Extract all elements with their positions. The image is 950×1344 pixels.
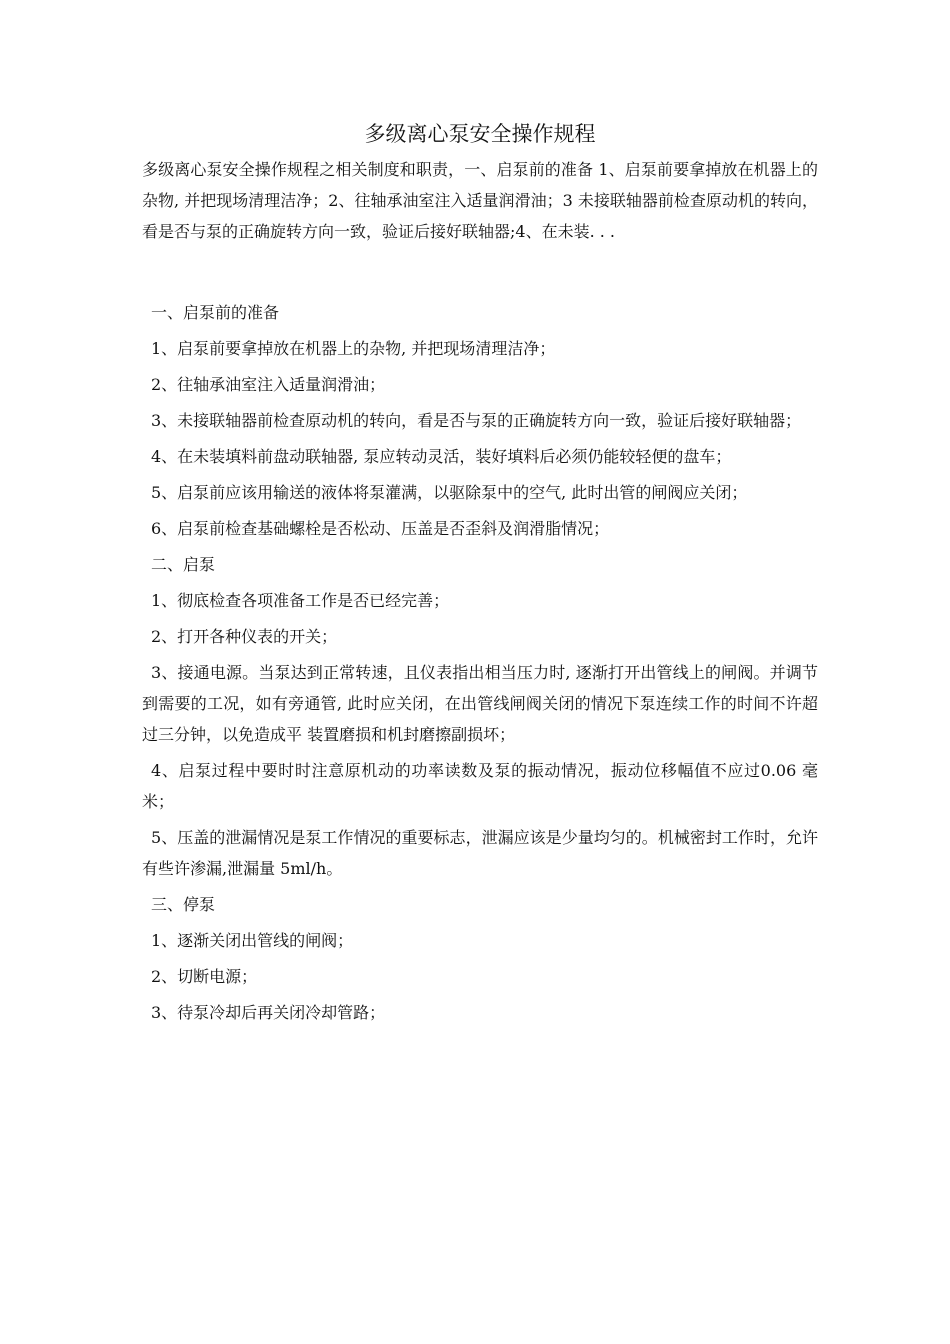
document-summary: 多级离心泵安全操作规程之相关制度和职责，一、启泵前的准备 1、启泵前要拿掉放在机器上的杂物, 并把现场清理洁净；2、往轴承油室注入适量润滑油；3 未接联轴器前检查原动机的转向，看是否与泵的正确旋转方向一致，验证后接好联轴器;4、在未装. . . <box>142 160 818 241</box>
section-heading-stop: 三、停泵 <box>151 895 216 914</box>
document-page <box>142 118 818 1033</box>
prepare-step-1: 1、启泵前要拿掉放在机器上的杂物, 并把现场清理洁净； <box>151 339 556 358</box>
section-spacer <box>142 247 818 297</box>
stop-step-3: 3、待泵冷却后再关闭冷却管路； <box>151 1003 386 1022</box>
prepare-step-5: 5、启泵前应该用输送的液体将泵灌满，以驱除泵中的空气, 此时出管的闸阀应关闭； <box>151 483 748 502</box>
prepare-step-4: 4、在未装填料前盘动联轴器, 泵应转动灵活，装好填料后必须仍能较轻便的盘车； <box>151 447 732 466</box>
section-heading-start: 二、启泵 <box>151 555 216 574</box>
start-step-5: 5、压盖的泄漏情况是泵工作情况的重要标志，泄漏应该是少量均匀的。机械密封工作时，允许有些许渗漏,泄漏量 5ml/h。 <box>142 828 818 878</box>
start-step-4: 4、启泵过程中要时时注意原机动的功率读数及泵的振动情况，振动位移幅值不应过0.06 毫米； <box>142 761 818 811</box>
prepare-step-2: 2、往轴承油室注入适量润滑油； <box>151 375 386 394</box>
prepare-step-6: 6、启泵前检查基础螺栓是否松动、压盖是否歪斜及润滑脂情况； <box>151 519 610 538</box>
section-heading-prepare: 一、启泵前的准备 <box>151 303 280 322</box>
start-step-3: 3、接通电源。当泵达到正常转速，且仪表指出相当压力时, 逐渐打开出管线上的闸阀。并调节到需要的工况，如有旁通管, 此时应关闭，在出管线闸阀关闭的情况下泵连续工作的时间不许超过三分钟，以免造成平 装置磨损和机封磨擦副损坏； <box>142 663 818 744</box>
stop-step-1: 1、逐渐关闭出管线的闸阀； <box>151 931 354 950</box>
stop-step-2: 2、切断电源； <box>151 967 258 986</box>
start-step-1: 1、彻底检查各项准备工作是否已经完善； <box>151 591 450 610</box>
start-step-2: 2、打开各种仪表的开关； <box>151 627 338 646</box>
prepare-step-3: 3、未接联轴器前检查原动机的转向，看是否与泵的正确旋转方向一致，验证后接好联轴器； <box>151 411 802 430</box>
document-title: 多级离心泵安全操作规程 <box>364 122 596 146</box>
